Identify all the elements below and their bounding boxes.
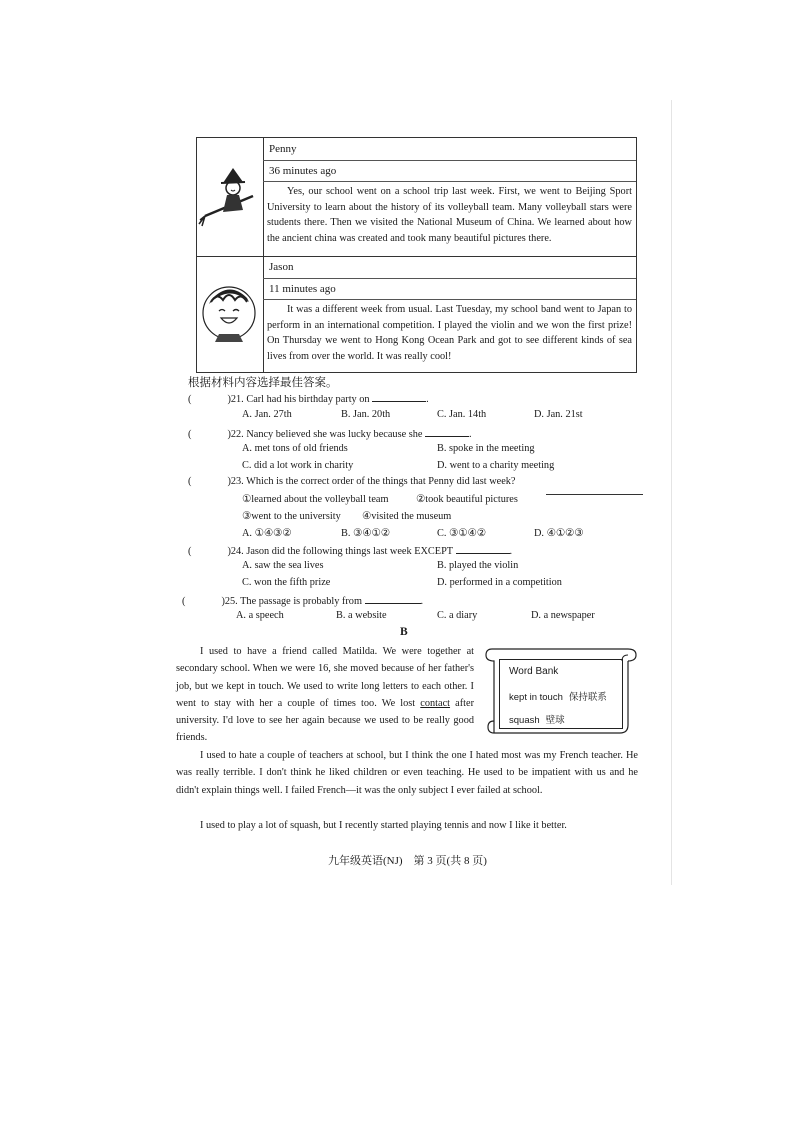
option-c[interactable]: C. Jan. 14th xyxy=(437,409,487,420)
option-b[interactable]: B. ③④①② xyxy=(341,528,390,539)
answer-paren: ( xyxy=(188,394,192,405)
word-bank-entry xyxy=(509,689,607,703)
option-b[interactable]: B. played the violin xyxy=(437,560,519,571)
question-21 xyxy=(188,391,429,405)
post-author: Penny xyxy=(263,138,636,161)
order-item: ①learned about the volleyball team xyxy=(242,494,389,505)
word-cn: 壁球 xyxy=(545,715,565,726)
answer-paren: ( xyxy=(188,429,192,440)
answer-paren: ( xyxy=(188,546,192,557)
option-d[interactable]: D. performed in a competition xyxy=(437,577,562,588)
passage-paragraph xyxy=(176,747,638,799)
question-stem: 22. Nancy believed she was lucky because she xyxy=(230,429,423,440)
question-stem: 21. Carl had his birthday party on xyxy=(230,394,370,405)
order-item: ③went to the university xyxy=(242,511,341,522)
question-stem: 24. Jason did the following things last week EXCEPT xyxy=(230,546,453,557)
instruction: 根据材料内容选择最佳答案。 xyxy=(188,377,338,389)
answer-paren: ) xyxy=(221,596,225,607)
word-bank-scroll xyxy=(482,641,638,737)
option-a[interactable]: A. met tons of old friends xyxy=(242,443,348,454)
option-c[interactable]: C. a diary xyxy=(437,610,478,621)
post-text: It was a different week from usual. Last Tuesday, my school band went to Japan to perform in an international competition. I played the violin and we won the first prize! On Thursday we went to Hong Kong Ocean Park and got to see different kinds of sea lives from over the world. It was really cool! xyxy=(267,304,632,362)
passage-paragraph xyxy=(176,643,474,747)
option-c[interactable]: C. did a lot work in charity xyxy=(242,460,354,471)
post-time: 36 minutes ago xyxy=(263,161,636,182)
avatar-cell xyxy=(197,256,264,372)
answer-blank[interactable] xyxy=(456,543,510,554)
option-d[interactable]: D. Jan. 21st xyxy=(534,409,583,420)
answer-paren: ) xyxy=(227,394,231,405)
answer-blank[interactable] xyxy=(372,391,426,402)
answer-paren: ) xyxy=(227,476,231,487)
section-b-heading: B xyxy=(400,626,408,638)
option-c[interactable]: C. ③①④② xyxy=(437,528,486,539)
option-a[interactable]: A. ①④③② xyxy=(242,528,292,539)
passage-paragraph xyxy=(176,817,638,834)
word-cn: 保持联系 xyxy=(568,692,607,703)
question-end: . xyxy=(509,546,513,557)
paragraph-text: I used to hate a couple of teachers at school, but I think the one I hated most was my French teacher. He was really terrible. I don't think he liked children or even teaching. He used to be impatient with us and he didn't explain things well. I failed French—it was the only subject I ever failed at school. xyxy=(176,750,638,796)
page-edge-line xyxy=(671,100,672,885)
answer-blank[interactable] xyxy=(425,426,469,437)
word-bank-entry xyxy=(509,712,565,726)
paragraph-text: after university. I'd love to see her again because we used to be really good friends. xyxy=(176,697,475,744)
answer-paren: ( xyxy=(188,476,192,487)
option-c[interactable]: C. won the fifth prize xyxy=(242,577,331,588)
cartoon-boy-icon xyxy=(197,256,263,372)
word-en: squash xyxy=(509,715,540,726)
post-time: 11 minutes ago xyxy=(263,279,636,300)
post-jason xyxy=(197,256,636,372)
post-penny xyxy=(197,138,636,257)
avatar-cell xyxy=(197,138,264,256)
option-a[interactable]: A. a speech xyxy=(236,610,284,621)
post-body xyxy=(263,256,636,372)
order-item: ④visited the museum xyxy=(362,511,452,522)
underlined-word: contact xyxy=(420,697,451,709)
witch-on-broom-icon xyxy=(197,138,263,256)
question-stem: 25. The passage is probably from xyxy=(224,596,362,607)
answer-paren: ( xyxy=(182,596,186,607)
question-end: . xyxy=(469,429,472,440)
word-bank-title: Word Bank xyxy=(509,666,559,677)
option-b[interactable]: B. spoke in the meeting xyxy=(437,443,535,454)
forum-posts-table xyxy=(196,137,637,373)
question-25 xyxy=(182,593,423,607)
question-22 xyxy=(188,426,472,440)
option-d[interactable]: D. a newspaper xyxy=(531,610,595,621)
order-item: ②took beautiful pictures xyxy=(416,494,518,505)
option-d[interactable]: D. went to a charity meeting xyxy=(437,460,555,471)
post-text: Yes, our school went on a school trip last week. First, we went to Beijing Sport University to learn about the history of its volleyball team. Many volleyball stars were students there. Then we visited the National Museum of China. We learned about how the ancient china was created and took many beautiful pictures there. xyxy=(267,186,632,244)
question-end: . xyxy=(426,394,429,405)
option-a[interactable]: A. Jan. 27th xyxy=(242,409,292,420)
answer-blank[interactable] xyxy=(365,593,421,604)
page-footer: 九年级英语(NJ) 第 3 页(共 8 页) xyxy=(328,855,487,867)
option-b[interactable]: B. a website xyxy=(336,610,387,621)
paragraph-text: I used to play a lot of squash, but I recently started playing tennis and now I like it better. xyxy=(200,820,567,831)
option-a[interactable]: A. saw the sea lives xyxy=(242,560,324,571)
post-author: Jason xyxy=(263,256,636,279)
post-body xyxy=(263,138,636,256)
option-b[interactable]: B. Jan. 20th xyxy=(341,409,391,420)
question-stem: 23. Which is the correct order of the things that Penny did last week? xyxy=(230,476,516,487)
answer-paren: ) xyxy=(227,429,231,440)
question-end: . xyxy=(420,596,424,607)
question-24 xyxy=(188,543,512,557)
answer-paren: ) xyxy=(227,546,231,557)
word-en: kept in touch xyxy=(509,692,563,703)
paragraph-text: I used to have a friend called Matilda. We were together at secondary school. When we were 16, she moved because of her father's job, but we kept in touch. We used to write long letters to each other. I went to stay with her a couple of times too. We lost xyxy=(176,646,474,709)
word-bank xyxy=(499,659,623,729)
option-d[interactable]: D. ④①②③ xyxy=(534,528,584,539)
margin-rule xyxy=(546,494,643,495)
question-23 xyxy=(188,476,516,487)
